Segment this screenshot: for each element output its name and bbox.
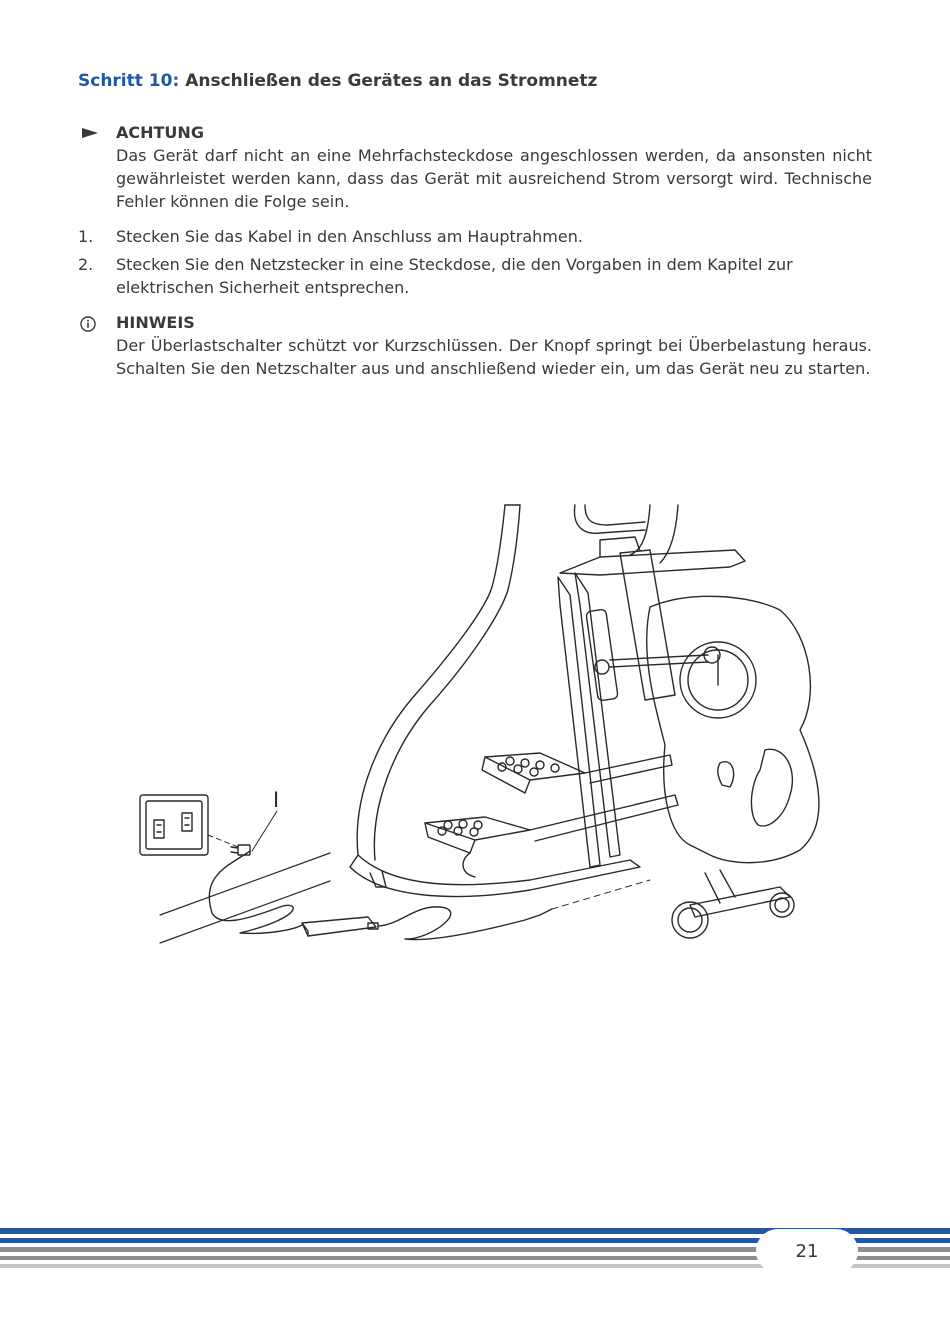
warning-title: ACHTUNG <box>116 123 204 142</box>
arrow-right-icon <box>78 124 100 146</box>
step-number: Schritt 10: <box>78 71 180 91</box>
power-adapter <box>302 917 378 936</box>
front-pedal <box>425 817 530 853</box>
step-item-number: 2. <box>78 255 94 274</box>
step-item <box>78 225 872 248</box>
figure-label: I <box>273 787 280 812</box>
hint-title: HINWEIS <box>116 313 195 332</box>
step-item <box>78 253 872 299</box>
info-icon <box>78 313 100 335</box>
elliptical-trainer-illustration <box>130 495 840 970</box>
step-item-text: Stecken Sie das Kabel in den Anschluss am Hauptrahmen. <box>116 227 583 246</box>
hint-notice <box>78 312 872 380</box>
warning-text: Das Gerät darf nicht an eine Mehrfachsteckdose angeschlossen werden, da ansonsten nicht gewährleistet werden kann, dass das Gerät mit ausreichend Strom versorgt wird. Technische Fehler können die Folge sein. <box>116 146 872 211</box>
hint-text: Der Überlastschalter schützt vor Kurzschlüssen. Der Knopf springt bei Überbelastung heraus. Schalten Sie den Netzschalter aus und anschließend wieder ein, um das Gerät neu zu starten. <box>116 336 872 378</box>
step-item-number: 1. <box>78 227 94 246</box>
warning-notice <box>78 122 872 213</box>
wall-socket <box>140 795 208 855</box>
page-number: 21 <box>756 1229 858 1273</box>
rear-pedal <box>482 753 585 793</box>
step-item-text: Stecken Sie den Netzstecker in eine Steckdose, die den Vorgaben in dem Kapitel zur elektrischen Sicherheit entsprechen. <box>116 255 793 297</box>
step-title: Anschließen des Gerätes an das Stromnetz <box>185 71 598 91</box>
section-heading <box>78 71 597 91</box>
